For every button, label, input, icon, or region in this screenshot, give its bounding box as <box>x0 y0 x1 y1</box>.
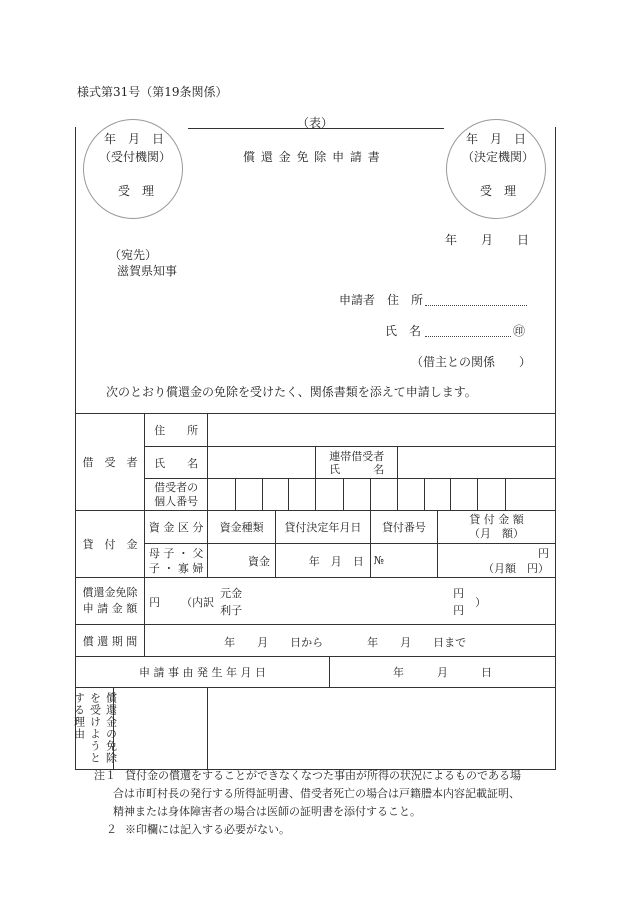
addressee-label: （宛先） <box>109 248 158 262</box>
loan-amount-yen: 円 <box>538 546 549 560</box>
borrower-name-label: 氏 名 <box>145 447 208 479</box>
personal-number-digit[interactable] <box>235 479 262 511</box>
note-1-line-1: 貸付金の償還をすることができなくなつた事由が所得の状況によるものである場 <box>125 769 521 782</box>
left-stamp-org: （受付機関） <box>99 150 172 164</box>
guarantor-label-line1: 連帯借受者 <box>329 449 385 463</box>
personal-number-digit[interactable] <box>451 479 478 511</box>
reason-label-col-b: を受けようと <box>88 692 102 764</box>
personal-number-digit[interactable] <box>398 479 425 511</box>
application-statement: 次のとおり償還金の免除を受けたく、関係書類を添えて申請します。 <box>106 385 477 399</box>
exemption-label-line1: 償還金免除 <box>82 586 138 599</box>
reason-label-col-c: する理由 <box>72 692 86 740</box>
exemption-interest-yen: 円 <box>453 604 465 617</box>
loan-number-field[interactable]: № <box>370 544 437 578</box>
exemption-principal-yen: 円 <box>453 587 465 600</box>
loan-header-amount <box>438 511 556 544</box>
personal-number-digit[interactable] <box>262 479 289 511</box>
exemption-label-line2: 申 請 金 額 <box>82 602 138 615</box>
note-1-label: 注１ <box>94 769 116 782</box>
exemption-yen: 円 <box>149 596 161 609</box>
borrower-address-field[interactable] <box>208 414 556 447</box>
borrower-name-field[interactable] <box>208 447 316 479</box>
applicant-name-label: 氏 名 <box>385 324 422 338</box>
loan-section-label: 貸 付 金 <box>76 511 145 578</box>
note-1-line-3: 精神または身体障害者の場合は医師の証明書を添付すること。 <box>113 805 421 818</box>
exemption-principal-label: 元金 <box>220 587 243 600</box>
borrower-address-label: 住 所 <box>145 414 208 447</box>
loan-category-value <box>145 544 208 578</box>
reason-label-col-a: 償還金の免除 <box>104 692 118 764</box>
exemption-amount-label <box>76 578 145 625</box>
personal-number-digit[interactable] <box>370 479 397 511</box>
borrower-section-label: 借 受 者 <box>76 414 145 511</box>
right-stamp-mark: 受 理 <box>480 184 517 198</box>
application-table <box>72 413 556 770</box>
loan-category-line1: 母 子 ・ 父 <box>148 546 204 560</box>
loan-decision-date-field[interactable]: 年 月 日 <box>275 544 370 578</box>
seal-mark[interactable]: ㊞ <box>513 324 526 338</box>
personal-number-label-line1: 借受者の <box>154 480 199 494</box>
loan-amount-field[interactable] <box>438 544 556 578</box>
loan-header-number: 貸付番号 <box>370 511 437 544</box>
personal-number-digit[interactable] <box>289 479 316 511</box>
reason-row <box>72 688 208 770</box>
personal-number-digit[interactable] <box>343 479 370 511</box>
personal-number-digit[interactable] <box>506 479 556 511</box>
personal-number-label <box>145 479 208 511</box>
loan-category-line2: 子 ・ 寡 婦 <box>148 561 204 575</box>
applicant-address-field[interactable] <box>425 305 527 306</box>
relation-field[interactable]: （借主との関係 ） <box>411 355 532 369</box>
exemption-breakdown: （内訳 <box>181 596 215 609</box>
exemption-interest-label: 利子 <box>220 604 243 617</box>
note-1-line-2: 合は市町村長の発行する所得証明書、借受者死亡の場合は戸籍謄本内容記載証明、 <box>113 787 520 800</box>
left-stamp-mark: 受 理 <box>118 184 155 198</box>
reason-field-start[interactable] <box>114 688 207 769</box>
loan-header-amount-line2: （月 額） <box>469 527 525 540</box>
addressee-name: 滋賀県知事 <box>117 264 178 278</box>
guarantor-name-field[interactable] <box>398 447 556 479</box>
reason-field[interactable] <box>208 688 556 770</box>
personal-number-label-line2: 個人番号 <box>154 494 199 508</box>
loan-header-type: 資金種類 <box>208 511 276 544</box>
loan-fund-type-field[interactable]: 資金 <box>208 544 276 578</box>
right-stamp-date: 年 月 日 <box>466 132 527 146</box>
personal-number-digit[interactable] <box>208 479 236 511</box>
personal-number-digit[interactable] <box>424 479 451 511</box>
occurrence-date-label: 申 請 事 由 発 生 年 月 日 <box>76 657 330 688</box>
front-label: （表） <box>297 116 334 130</box>
repayment-period-field[interactable] <box>145 625 556 657</box>
personal-number-digit[interactable] <box>478 479 506 511</box>
note-2-label: ２ <box>106 823 117 836</box>
guarantor-label-line2: 氏 名 <box>329 462 385 476</box>
note-2-line: ※印欄には記入する必要がない。 <box>125 823 290 836</box>
personal-number-digit[interactable] <box>316 479 343 511</box>
exemption-close-paren: ） <box>475 596 487 609</box>
guarantor-name-label <box>316 447 398 479</box>
applicant-address-label: 申請者 住 所 <box>339 293 424 307</box>
occurrence-date-field[interactable]: 年 月 日 <box>330 657 556 688</box>
right-stamp-org: （決定機関） <box>462 150 535 164</box>
application-date[interactable]: 年 月 日 <box>445 233 530 247</box>
exemption-amount-field[interactable] <box>145 578 556 625</box>
left-stamp-date: 年 月 日 <box>104 132 165 146</box>
loan-monthly-yen: （月額 円） <box>483 561 549 575</box>
reason-label <box>72 688 118 769</box>
repayment-period-label: 償 還 期 間 <box>76 625 145 657</box>
loan-header-category: 資 金 区 分 <box>145 511 208 544</box>
repayment-period-from: 年 月 日から <box>224 636 324 649</box>
loan-header-amount-line1: 貸 付 金 額 <box>469 513 524 526</box>
applicant-name-field[interactable] <box>425 336 511 337</box>
document-title: 償 還 金 免 除 申 請 書 <box>243 150 381 164</box>
form-number: 様式第31号（第19条関係） <box>77 85 228 99</box>
repayment-period-to: 年 月 日まで <box>367 636 467 649</box>
loan-header-decision-date: 貸付決定年月日 <box>275 511 370 544</box>
